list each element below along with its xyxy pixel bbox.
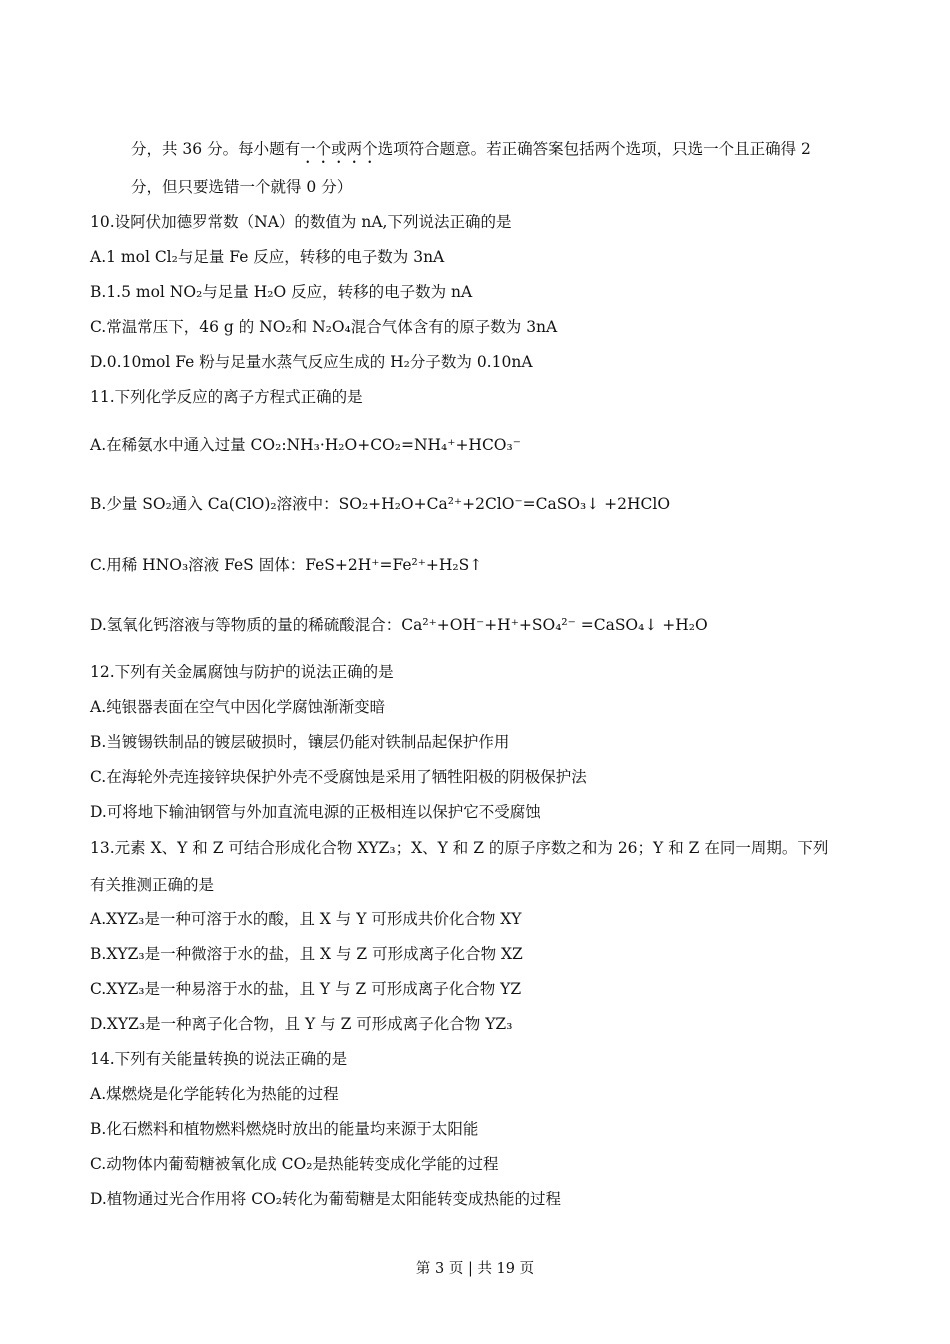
page-footer: 第 3 页 | 共 19 页 (415, 1261, 535, 1277)
q13-option-a[interactable]: A.XYZ₃是一种可溶于水的酸，且 X 与 Y 可形成共价化合物 XY (90, 910, 522, 928)
q13-option-d[interactable]: D.XYZ₃是一种离子化合物，且 Y 与 Z 可形成离子化合物 YZ₃ (90, 1015, 513, 1033)
q14-stem: 14.下列有关能量转换的说法正确的是 (90, 1050, 348, 1068)
q13-stem-line-1: 13.元素 X、Y 和 Z 可结合形成化合物 XYZ₃；X、Y 和 Z 的原子序数之和为 26；Y 和 Z 在同一周期。下列 (90, 839, 829, 857)
q14-option-b[interactable]: B.化石燃料和植物燃料燃烧时放出的能量均来源于太阳能 (90, 1120, 479, 1138)
q10-option-c[interactable]: C.常温常压下，46 g 的 NO₂和 N₂O₄混合气体含有的原子数为 3nA (90, 318, 558, 336)
q12-option-d[interactable]: D.可将地下输油钢管与外加直流电源的正极相连以保护它不受腐蚀 (90, 803, 541, 821)
q10-option-d[interactable]: D.0.10mol Fe 粉与足量水蒸气反应生成的 H₂分子数为 0.10nA (90, 353, 533, 371)
q14-option-d[interactable]: D.植物通过光合作用将 CO₂转化为葡萄糖是太阳能转变成热能的过程 (90, 1190, 562, 1208)
q11-stem: 11.下列化学反应的离子方程式正确的是 (90, 388, 363, 406)
q10-stem: 10.设阿伏加德罗常数（NA）的数值为 nA,下列说法正确的是 (90, 213, 512, 231)
q14-option-a[interactable]: A.煤燃烧是化学能转化为热能的过程 (90, 1085, 339, 1103)
q11-option-a[interactable]: A.在稀氨水中通入过量 CO₂:NH₃·H₂O+CO₂=NH₄⁺+HCO₃⁻ (90, 436, 521, 454)
q12-stem: 12.下列有关金属腐蚀与防护的说法正确的是 (90, 663, 394, 681)
q10-option-a[interactable]: A.1 mol Cl₂与足量 Fe 反应，转移的电子数为 3nA (90, 248, 445, 266)
q11-option-d[interactable]: D.氢氧化钙溶液与等物质的量的稀硫酸混合：Ca²⁺+OH⁻+H⁺+SO₄²⁻ =CaSO₄↓ +H₂O (90, 616, 708, 634)
q10-option-b[interactable]: B.1.5 mol NO₂与足量 H₂O 反应，转移的电子数为 nA (90, 283, 473, 301)
instruction-text: 分，共 36 分。每小题有 (131, 140, 301, 158)
q13-option-b[interactable]: B.XYZ₃是一种微溶于水的盐，且 X 与 Z 可形成离子化合物 XZ (90, 945, 523, 963)
section-instruction-line-1 (131, 139, 811, 167)
q12-option-c[interactable]: C.在海轮外壳连接锌块保护外壳不受腐蚀是采用了牺牲阳极的阴极保护法 (90, 768, 587, 786)
section-instruction-line-2: 分，但只要选错一个就得 0 分） (131, 178, 353, 196)
q13-stem-line-2: 有关推测正确的是 (90, 876, 215, 894)
q12-option-a[interactable]: A.纯银器表面在空气中因化学腐蚀渐渐变暗 (90, 698, 386, 716)
q14-option-c[interactable]: C.动物体内葡萄糖被氧化成 CO₂是热能转变成化学能的过程 (90, 1155, 499, 1173)
emphasized-text: 一个或两个 (300, 140, 378, 158)
q11-option-c[interactable]: C.用稀 HNO₃溶液 FeS 固体：FeS+2H⁺=Fe²⁺+H₂S↑ (90, 556, 483, 574)
q11-option-b[interactable]: B.少量 SO₂通入 Ca(ClO)₂溶液中：SO₂+H₂O+Ca²⁺+2ClO⁻=CaSO₃↓ +2HClO (90, 495, 671, 513)
instruction-text-cont: 选项符合题意。若正确答案包括两个选项，只选一个且正确得 2 (377, 140, 811, 158)
q12-option-b[interactable]: B.当镀锡铁制品的镀层破损时，镶层仍能对铁制品起保护作用 (90, 733, 510, 751)
q13-option-c[interactable]: C.XYZ₃是一种易溶于水的盐，且 Y 与 Z 可形成离子化合物 YZ (90, 980, 522, 998)
